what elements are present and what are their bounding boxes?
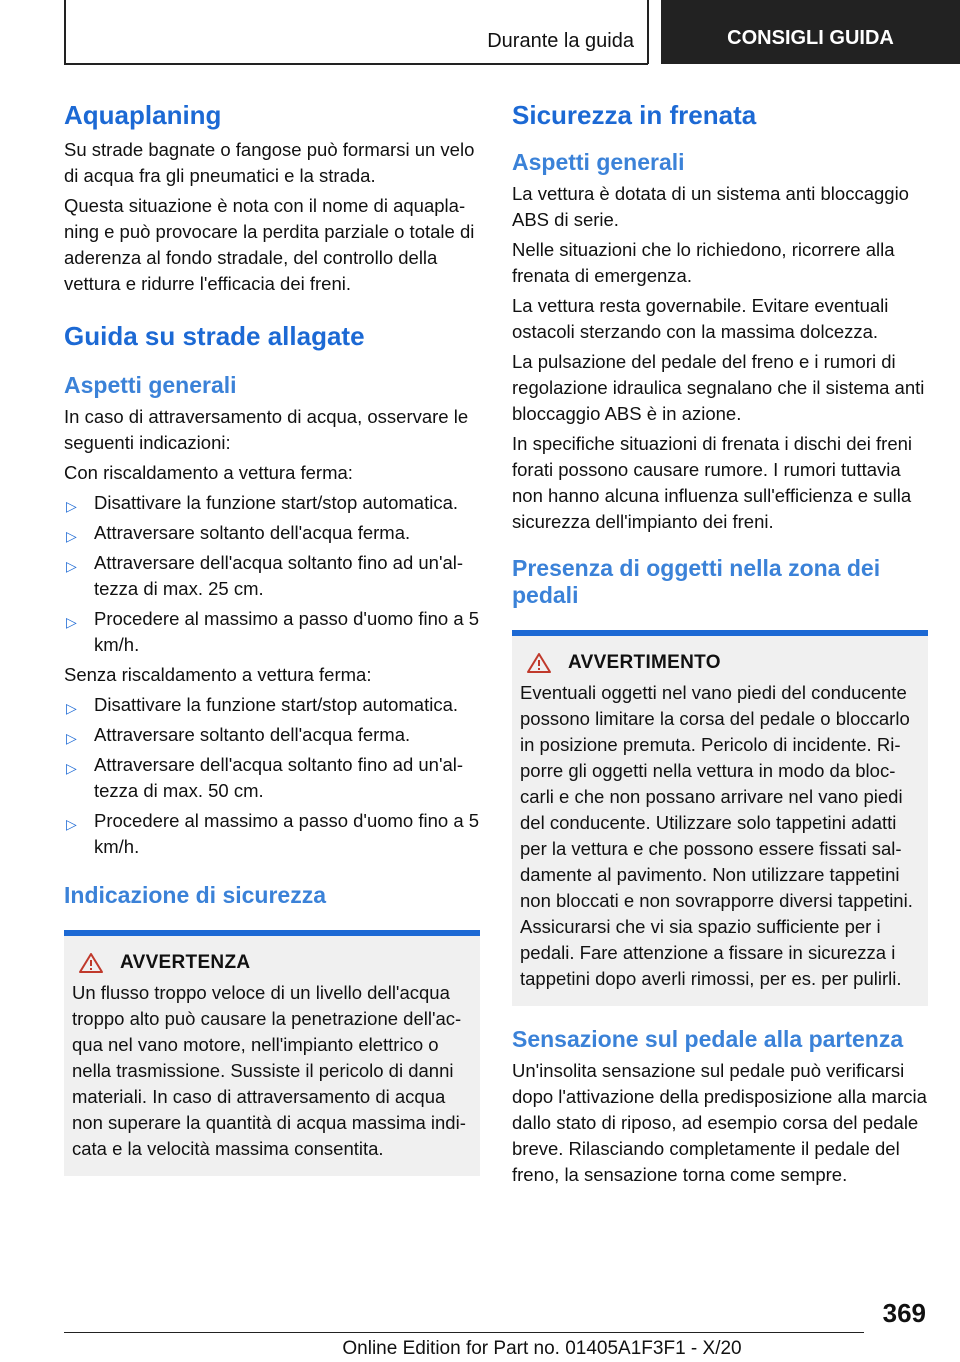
aquaplaning-paragraph-2: Questa situazione è nota con il nome di aquaplaning e può provocare la perdita parziale o totale di aderenza al fondo stradale, del controllo della vettura e ridurre l'efficacia dei freni.	[64, 195, 475, 295]
general-aspects-heading: Aspetti generali	[64, 372, 237, 399]
braking-paragraph-2: Nelle situazioni che lo richiedono, ricorrere alla frenata di emergenza.	[512, 238, 895, 286]
header-chapter-tab: CONSIGLI GUIDA	[661, 0, 960, 64]
footer-rule	[64, 1332, 864, 1333]
pedal-feel-heading: Sensazione sul pedale alla partenza	[512, 1025, 904, 1052]
footer-edition: Online Edition for Part no. 01405A1F3F1 - X/20	[342, 1338, 742, 1359]
warning-triangle-icon	[78, 952, 104, 974]
heated-intro: Con riscaldamento a vettura ferma:	[64, 461, 353, 483]
braking-paragraph-4: La pulsazione del pedale del freno e i rumori di regolazione idraulica segnalano che il sistema anti bloccaggio ABS è in azione.	[512, 350, 925, 424]
triangle-bullet-icon: ▷	[66, 557, 77, 574]
header-section-title: Durante la guida	[487, 30, 634, 52]
warning-box	[64, 930, 480, 1176]
warning-triangle-icon	[526, 652, 552, 674]
unheated-intro: Senza riscaldamento a vettura ferma:	[64, 663, 372, 685]
list-item: ▷ Procedere al massimo a passo d'uomo fino a 5 km/h.	[66, 607, 480, 655]
braking-paragraph-5: In specifiche situazioni di frenata i dischi dei freni forati possono causare rumore. I rumori tuttavia non hanno alcuna influenza sull'efficienza e sulla sicurezza dell'impianto dei freni.	[512, 432, 913, 532]
safety-heading: Indicazione di sicurezza	[64, 881, 327, 908]
braking-safety-heading: Sicurezza in frenata	[512, 100, 757, 130]
braking-paragraph-3: La vettura resta governabile. Evitare eventuali ostacoli sterzando con la massima dolcezza.	[512, 294, 889, 342]
triangle-bullet-icon: ▷	[66, 759, 77, 776]
pedal-feel-paragraph: Un'insolita sensazione sul pedale può verificarsi dopo l'attivazione della predisposizione alla marcia dallo stato di riposo, ad esempio corsa del pedale breve. Rilasciando completamente il pedale del freno, la sensazione torna come sempre.	[512, 1059, 927, 1185]
list-item: ▷ Disattivare la funzione start/stop automatica.	[64, 490, 480, 516]
unheated-list	[64, 692, 480, 860]
list-item: ▷ Disattivare la funzione start/stop automatica.	[64, 692, 480, 718]
triangle-bullet-icon: ▷	[66, 699, 77, 716]
list-item: ▷ Attraversare dell'acqua soltanto fino ad un'altezza di max. 50 cm.	[66, 753, 464, 801]
list-item: ▷ Attraversare dell'acqua soltanto fino ad un'altezza di max. 25 cm.	[66, 551, 464, 599]
warning-title: AVVERTENZA	[120, 951, 251, 973]
general-aspects-heading-right: Aspetti generali	[512, 149, 685, 176]
warning-box-right	[512, 630, 928, 1006]
list-item: ▷ Attraversare soltanto dell'acqua ferma.	[64, 722, 480, 748]
triangle-bullet-icon: ▷	[66, 527, 77, 544]
triangle-bullet-icon: ▷	[66, 613, 77, 630]
pedal-objects-heading: Presenza di oggetti nella zona dei pedali	[512, 554, 881, 609]
flooded-roads-heading: Guida su strade allagate	[64, 321, 365, 352]
right-column	[512, 96, 928, 1188]
aquaplaning-heading: Aquaplaning	[64, 100, 222, 130]
warning-text: Eventuali oggetti nel vano piedi del conducente possono limitare la corsa del pedale o bloccarlo in posizione premuta. Pericolo di incidente. Riporre gli oggetti nella vettura in modo da bloccarli e che non possano arrivare nel vano piedi del conducente. Utilizzare solo tappetini adatti per la vettura e che possono essere fissati saldamente al pavimento. Non utilizzare tappetini non bloccati e non sovrapporre diversi tappetini. Assicurarsi che vi sia spazio sufficiente per i pedali. Fare attenzione a fissare in sicurezza i tappetini dopo averli rimossi, per es. per pulirli.	[520, 681, 913, 989]
header-right-rule	[647, 0, 649, 64]
warning-text: Un flusso troppo veloce di un livello dell'acqua troppo alto può causare la penetrazione dell'acqua nel vano motore, nell'impianto elettrico o nella trasmissione. Sussiste il pericolo di danni materiali. In caso di attraversamento di acqua non superare la quantità di acqua massima indicata e la velocità massima consentita.	[72, 981, 466, 1159]
left-column	[64, 96, 480, 1176]
header-bottom-rule	[64, 63, 648, 65]
page-number: 369	[882, 1298, 926, 1328]
triangle-bullet-icon: ▷	[66, 497, 77, 514]
list-item: ▷ Attraversare soltanto dell'acqua ferma.	[64, 520, 480, 546]
heated-list	[64, 490, 480, 658]
header-left-rule	[64, 0, 66, 64]
warning-title: AVVERTIMENTO	[568, 651, 721, 673]
triangle-bullet-icon: ▷	[66, 815, 77, 832]
aquaplaning-paragraph-1: Su strade bagnate o fangose può formarsi un velo di acqua fra gli pneumatici e la strada.	[64, 139, 475, 187]
list-item: ▷ Procedere al massimo a passo d'uomo fino a 5 km/h.	[66, 809, 480, 857]
general-aspects-paragraph: In caso di attraversamento di acqua, osservare le seguenti indicazioni:	[64, 405, 469, 453]
triangle-bullet-icon: ▷	[66, 729, 77, 746]
braking-paragraph-1: La vettura è dotata di un sistema anti bloccaggio ABS di serie.	[512, 182, 909, 230]
